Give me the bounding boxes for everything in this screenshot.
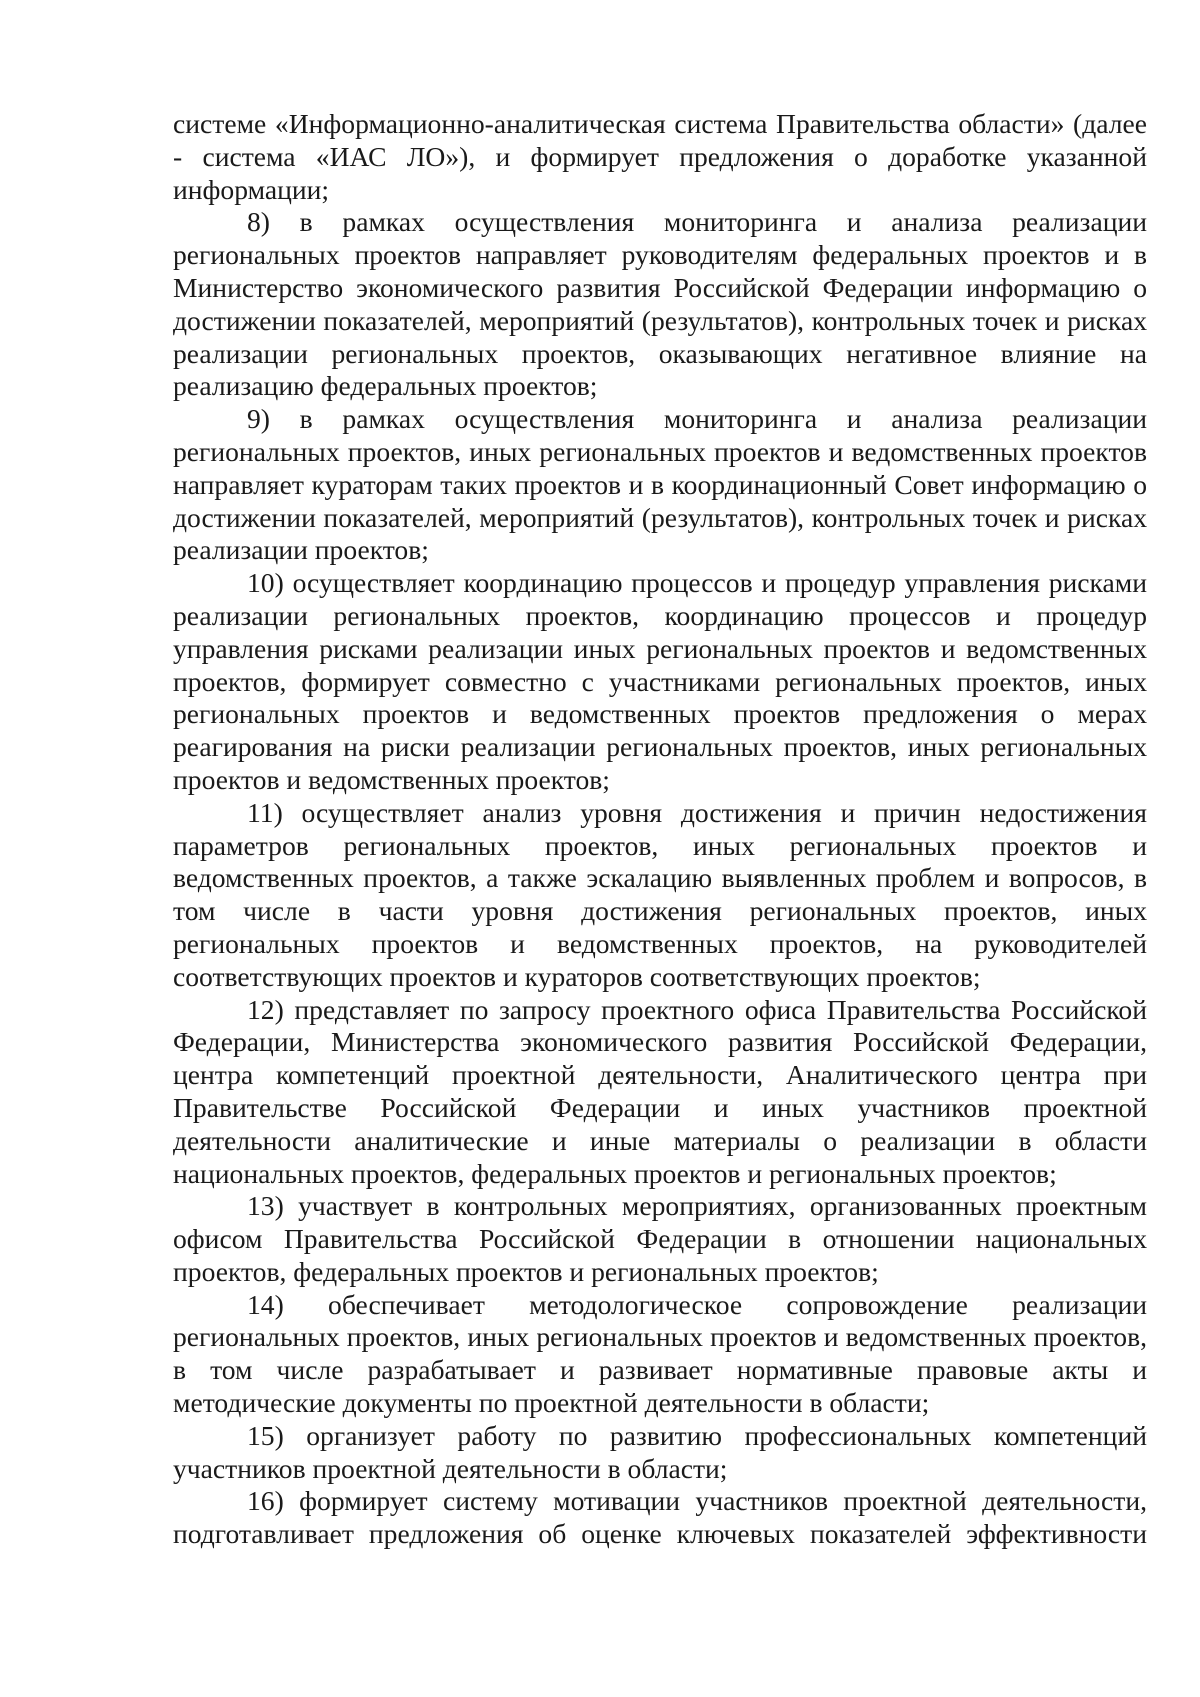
paragraph-item-10: 10) осуществляет координацию процессов и процедур управления рисками реализации региональных проектов, координацию процессов и процедур управления рисками реализации иных региональных проектов и ведомственных проектов, формирует совместно с участниками региональных проектов, иных региональных проектов и ведомственных проектов предложения о мерах реагирования на риски реализации региональных проектов, иных региональных проектов и ведомственных проектов;: [173, 567, 1147, 795]
paragraph-item-9: 9) в рамках осуществления мониторинга и анализа реализации региональных проектов, иных региональных проектов и ведомственных проектов направляет кураторам таких проектов и в координационный Совет информацию о достижении показателей, мероприятий (результатов), контрольных точек и рисках реализации проектов;: [173, 403, 1147, 566]
paragraph-item-12: 12) представляет по запросу проектного офиса Правительства Российской Федерации, Министерства экономического развития Российской Федерации, центра компетенций проектной деятельности, Аналитического центра при Правительстве Российской Федерации и иных участников проектной деятельности аналитические и иные материалы о реализации в области национальных проектов, федеральных проектов и региональных проектов;: [173, 993, 1147, 1189]
paragraph-item-8: 8) в рамках осуществления мониторинга и анализа реализации региональных проектов направляет руководителям федеральных проектов и в Министерство экономического развития Российской Федерации информацию о достижении показателей, мероприятий (результатов), контрольных точек и рисках реализации региональных проектов, оказывающих негативное влияние на реализацию федеральных проектов;: [173, 206, 1147, 402]
document-body: [173, 108, 1147, 1551]
paragraph-item-16: 16) формирует систему мотивации участников проектной деятельности, подготавливает предложения об оценке ключевых показателей эффективности: [173, 1485, 1147, 1550]
paragraph-item-14: 14) обеспечивает методологическое сопровождение реализации региональных проектов, иных региональных проектов и ведомственных проектов, в том числе разрабатывает и развивает нормативные правовые акты и методические документы по проектной деятельности в области;: [173, 1288, 1147, 1419]
paragraph-continuation: системе «Информационно-аналитическая система Правительства области» (далее - система «ИАС ЛО»), и формирует предложения о доработке указанной информации;: [173, 108, 1147, 205]
paragraph-item-13: 13) участвует в контрольных мероприятиях, организованных проектным офисом Правительства Российской Федерации в отношении национальных проектов, федеральных проектов и региональных проектов;: [173, 1190, 1147, 1287]
paragraph-item-11: 11) осуществляет анализ уровня достижения и причин недостижения параметров региональных проектов, иных региональных проектов и ведомственных проектов, а также эскалацию выявленных проблем и вопросов, в том числе в части уровня достижения региональных проектов, иных региональных проектов и ведомственных проектов, на руководителей соответствующих проектов и кураторов соответствующих проектов;: [173, 796, 1147, 992]
paragraph-item-15: 15) организует работу по развитию профессиональных компетенций участников проектной деятельности в области;: [173, 1419, 1147, 1484]
